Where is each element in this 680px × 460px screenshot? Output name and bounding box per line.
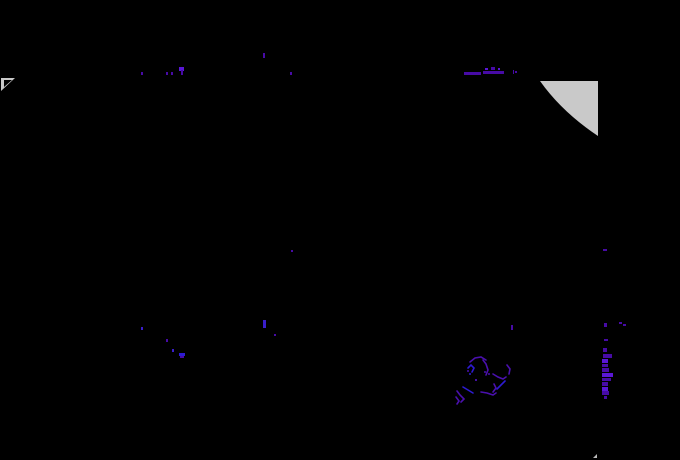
- stamp-mark[interactable]: [619, 322, 622, 324]
- stamp-mark[interactable]: [604, 339, 608, 341]
- stamp-mark[interactable]: [602, 368, 609, 372]
- link-mark[interactable]: [166, 72, 168, 75]
- link-mark[interactable]: [485, 68, 488, 70]
- link-mark[interactable]: [172, 349, 174, 352]
- stamp-mark[interactable]: [602, 391, 609, 395]
- link-mark[interactable]: [166, 339, 168, 342]
- link-mark[interactable]: [513, 70, 514, 74]
- stamp-mark[interactable]: [602, 359, 608, 363]
- link-mark[interactable]: [498, 68, 500, 70]
- link-mark[interactable]: [274, 334, 276, 336]
- stamp-mark[interactable]: [602, 382, 608, 386]
- signature-dot: [484, 371, 486, 373]
- link-mark[interactable]: [179, 353, 185, 356]
- link-mark[interactable]: [491, 67, 495, 70]
- stamp-mark[interactable]: [603, 348, 607, 352]
- stamp-mark[interactable]: [602, 364, 608, 367]
- stamp-mark[interactable]: [602, 378, 611, 381]
- stamp-mark[interactable]: [602, 387, 608, 391]
- stamp-mark[interactable]: [602, 373, 613, 377]
- signature-dot: [469, 373, 471, 375]
- link-mark[interactable]: [483, 71, 504, 74]
- signature-dot: [488, 373, 490, 375]
- signature-dot: [475, 379, 477, 381]
- link-mark[interactable]: [263, 320, 266, 328]
- stamp-mark[interactable]: [604, 396, 607, 399]
- link-mark[interactable]: [171, 72, 173, 75]
- link-mark[interactable]: [464, 72, 481, 75]
- stamp-mark[interactable]: [604, 323, 607, 327]
- stamp-mark[interactable]: [623, 324, 626, 326]
- stamp-mark[interactable]: [603, 354, 612, 358]
- link-mark[interactable]: [181, 70, 183, 75]
- link-mark[interactable]: [511, 325, 513, 330]
- link-mark[interactable]: [291, 250, 293, 252]
- link-mark[interactable]: [263, 53, 265, 58]
- link-mark[interactable]: [141, 327, 143, 330]
- link-mark[interactable]: [290, 72, 292, 75]
- stamp-mark[interactable]: [603, 249, 607, 251]
- signature-dot: [467, 370, 469, 372]
- link-mark[interactable]: [141, 72, 143, 75]
- link-mark[interactable]: [515, 71, 517, 73]
- link-mark[interactable]: [180, 356, 184, 358]
